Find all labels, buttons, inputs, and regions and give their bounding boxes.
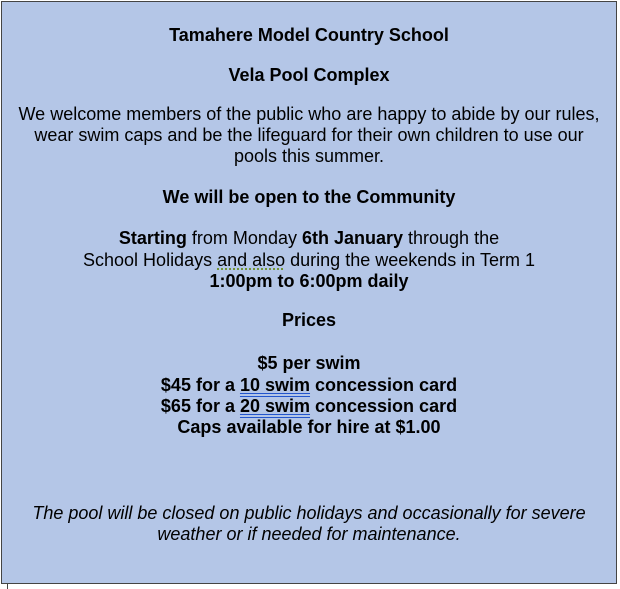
card10-suffix: concession card — [310, 375, 458, 395]
price-10-swim-card — [2, 375, 616, 396]
price-per-swim: $5 per swim — [257, 353, 361, 373]
notice-box — [1, 1, 617, 584]
schedule-line-1 — [2, 228, 616, 249]
welcome-paragraph: We welcome members of the public who are happy to abide by our rules, wear swim caps and be the lifeguard for their own children to use our pools this summer. — [18, 104, 600, 166]
opening-hours: 1:00pm to 6:00pm daily — [209, 271, 409, 291]
from-monday-text: from Monday — [186, 228, 302, 248]
card20-count: 20 swim — [239, 396, 311, 416]
prices-heading: Prices — [281, 310, 337, 330]
through-text: through the — [403, 228, 500, 248]
open-heading: We will be open to the Community — [162, 187, 456, 207]
price-20-swim-card — [2, 396, 616, 417]
card20-prefix: $65 for a — [160, 396, 240, 416]
closure-note: The pool will be closed on public holidays and occasionally for severe weather or if needed for maintenance. — [32, 503, 586, 544]
start-date: 6th January — [301, 228, 404, 248]
weekends-text: during the weekends in Term 1 — [285, 250, 535, 270]
card20-suffix: concession card — [310, 396, 458, 416]
card10-count: 10 swim — [239, 375, 311, 395]
schedule-line-2 — [2, 250, 616, 271]
school-name: Tamahere Model Country School — [169, 25, 449, 45]
starting-label: Starting — [118, 228, 187, 248]
caps-hire: Caps available for hire at $1.00 — [177, 417, 441, 437]
corner-mark — [7, 584, 8, 589]
school-holidays-text: School Holidays — [83, 250, 218, 270]
pool-name: Vela Pool Complex — [228, 65, 390, 85]
card10-prefix: $45 for a — [160, 375, 240, 395]
and-also-text: and also — [217, 250, 286, 270]
